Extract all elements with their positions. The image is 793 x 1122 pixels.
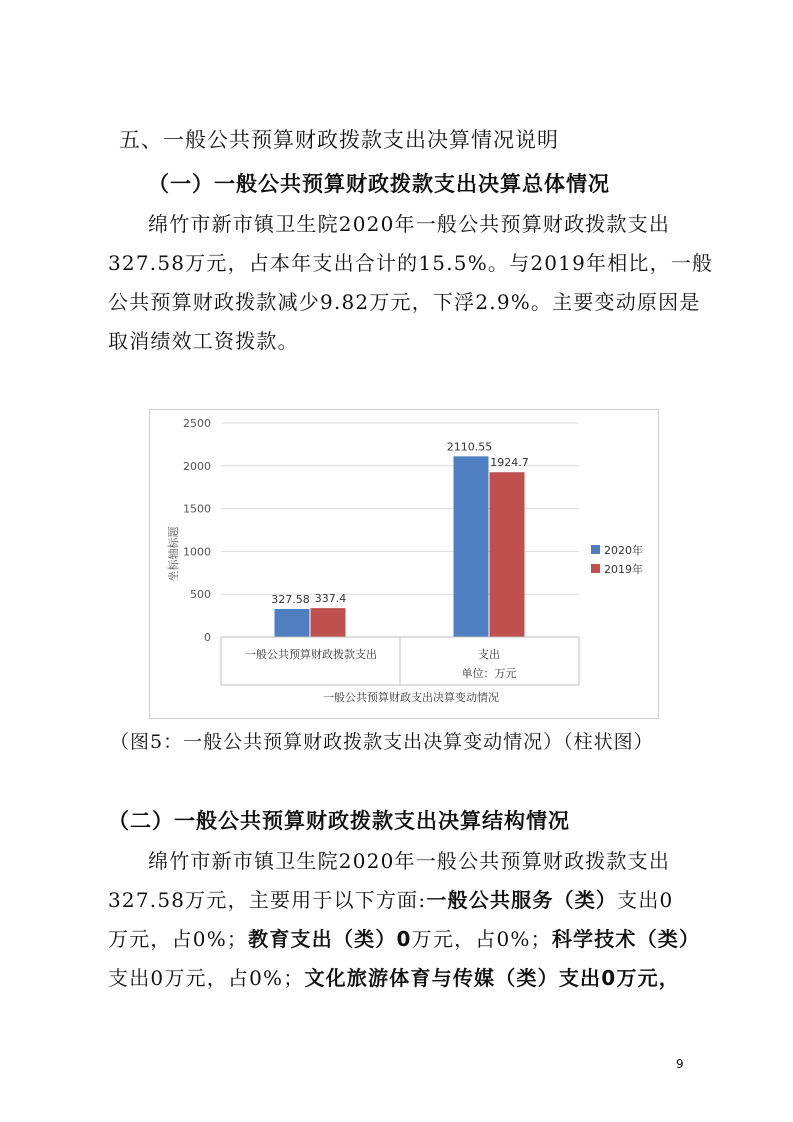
legend-swatch-2020 [591,545,600,554]
page-number: 9 [676,1057,684,1071]
legend-swatch-2019 [591,564,600,573]
y-tick-label: 1000 [183,545,211,559]
y-tick-label: 2500 [183,417,211,430]
text-run-bold: 科学技术（类） [551,927,701,951]
unit-label: 单位：万元 [461,667,517,680]
paragraph-1-line-3: 公共预算财政拨款减少9.82万元，下浮2.9%。主要变动原因是 [108,290,701,314]
bar-1-1 [490,472,525,637]
y-axis-title: 坐标轴标题 [167,526,180,582]
y-tick-label: 500 [190,588,211,602]
subsection-title-1: （一）一般公共预算财政拨款支出决算总体情况 [148,172,610,196]
x-axis-title: 一般公共预算财政支出决算变动情况 [323,691,499,704]
bar-chart [149,409,659,719]
text-run: 万元，占0%； [411,927,552,951]
bar-label-0-0: 327.58 [271,592,310,606]
y-tick-label: 0 [204,631,211,644]
bar-0-0 [275,609,310,637]
legend-label-2019: 2019年 [604,563,643,576]
paragraph-2-line-3 [108,923,700,952]
paragraph-1-line-2: 327.58万元，占本年支出合计的15.5%。与2019年相比，一般 [108,251,714,275]
paragraph-1-line-4: 取消绩效工资拨款。 [108,329,299,353]
bar-label-1-0: 337.4 [314,592,347,606]
text-run: 支出0万元，占0%； [108,966,305,990]
text-run-bold: 文化旅游体育与传媒（类）支出0万元， [304,966,680,990]
text-run: 327.58万元，主要用于以下方面: [108,888,427,912]
paragraph-1-line-1: 绵竹市新市镇卫生院2020年一般公共预算财政拨款支出 [148,212,671,236]
figure-caption: （图5：一般公共预算财政拨款支出决算变动情况）（柱状图） [110,731,654,753]
text-run-bold: 教育支出（类）0 [248,927,412,951]
bar-label-0-1: 2110.55 [446,440,493,454]
text-run: 万元，占0%； [108,927,249,951]
text-run: 支出0 [617,888,674,912]
y-tick-label: 1500 [183,502,211,516]
subsection-title-2: （二）一般公共预算财政拨款支出决算结构情况 [108,809,570,833]
y-tick-label: 2000 [183,459,211,473]
legend-label-2020: 2020年 [604,544,643,557]
chart-frame [150,410,659,719]
bar-label-1-1: 1924.7 [490,456,529,470]
category-label-1: 支出 [478,648,500,661]
text-run-bold: 一般公共服务（类） [426,888,618,912]
section-title: 五、一般公共预算财政拨款支出决算情况说明 [119,128,559,152]
paragraph-2-line-1: 绵竹市新市镇卫生院2020年一般公共预算财政拨款支出 [148,849,671,873]
paragraph-2-line-2 [108,884,673,913]
paragraph-2-line-4 [108,962,680,991]
bar-1-0 [311,608,346,637]
bar-0-1 [454,456,489,637]
category-label-0: 一般公共预算财政拨款支出 [245,648,377,661]
